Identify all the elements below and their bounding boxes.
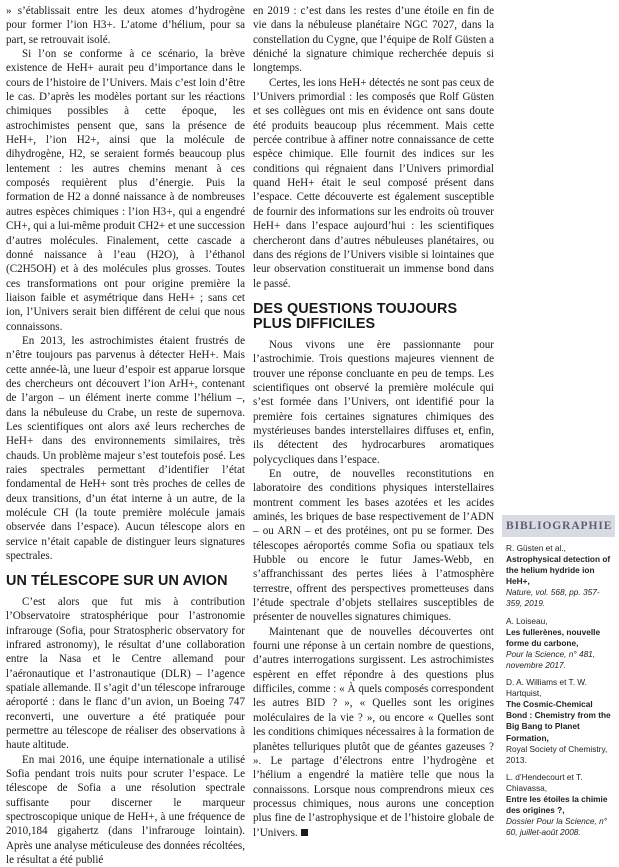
entry-authors: A. Loiseau, (506, 615, 548, 626)
paragraph: en 2019 : c’est dans les restes d’une étoile en fin de vie dans la nébuleuse planétaire NGC 7027, dans la constellation du Cygne, que l’équipe de Rolf Güsten a déniché la signature chimique recherchée depuis si longtemps. (253, 5, 494, 75)
end-of-article-mark (301, 829, 308, 836)
bibliography-entry (506, 772, 615, 839)
paragraph: Nous vivons une ère passionnante pour l’astrochimie. Trois questions majeures viennent de trouver une réponse concluante en peu de temps. Les scientifiques ont observé la première molécule qui s’est formée dans l’Univers, ont identifié pour la première fois certaines signatures chimiques des mystérieuses bandes interstellaires diffuses et, enfin, ils détectent des hydrocarbures aromatiques polycycliques dans l’espace. (253, 338, 494, 466)
entry-title: Entre les étoiles la chimie des origines ?, (506, 793, 608, 816)
paragraph: » s’établissait entre les deux atomes d’hydrogène pour former l’ion H3+. L’atome d’hélium, pour sa part, se retrouvait isolé. (6, 5, 245, 46)
entry-title: The Cosmic-Chemical Bond : Chemistry from the Big Bang to Planet Formation, (506, 699, 611, 743)
entry-source: Dossier Pour la Science, n° 60, juillet-août 2008. (506, 816, 608, 838)
bibliography-entry (506, 543, 615, 610)
paragraph: C’est alors que fut mis à contribution l’Observatoire stratosphérique pour l’astronomie infrarouge (Sofia, pour Stratospheric observatory for infrared astronomy), le résultat d’une collaboration entre la Nasa et le Centre allemand pour l’aéronautique et l’astronautique (DLR) – l’agence spatiale allemande. Il s’agit d’un télescope infrarouge aéroporté : dans le flanc d’un avion, un Boeing 747 reconverti, une ouverture a été pratiquée pour permettre au télescope de réaliser des observations à haute altitude. (6, 595, 245, 752)
entry-authors: D. A. Williams et T. W. Hartquist, (506, 677, 587, 699)
section-heading: UN TÉLESCOPE SUR UN AVION (6, 573, 228, 590)
bibliography-heading: BIBLIOGRAPHIE (502, 515, 615, 537)
paragraph: En 2013, les astrochimistes étaient frustrés de n’être toujours pas parvenus à détecter HeH+. Mais cette année-là, une lueur d’espoir est apparue lorsque des chercheurs ont découvert l’ion ArH+, contenant de l’argon – un élément inerte comme l’hélium –, dans la nébuleuse du Crabe, un reste de supernova. Les scientifiques ont alors axé leurs recherches de HeH+ dans des environnements similaires, très chauds. Un problème majeur s’est toutefois posé. Les raies spectrales permettant d’identifier l’état fondamental de HeH+ sont très proches de celles de deux transitions, d’un état interne à un autre, de la molécule CH (la toute première molécule jamais observée dans l’espace). Aucun télescope alors en service n’était capable de distinguer leurs signatures spectrales. (6, 334, 245, 563)
article-column-right (253, 4, 494, 840)
entry-title: Astrophysical detection of the helium hydride ion HeH+, (506, 554, 611, 587)
paragraph: En outre, de nouvelles reconstitutions en laboratoire des conditions physiques interstellaires montrent comment les bases azotées et les acides aminés, les briques de base respectivement de l’ADN – ou ARN – et des protéines, ont pu se former. Des télescopes aéroportés comme Sofia ou spatiaux tels Hubble ou encore le futur James-Webb, en s’affranchissant des pertes liées à l’atmosphère terrestre, offrent des perspectives prometteuses dans l’étude spectrale d’objets stellaires susceptibles de présenter de nouvelles signatures chimiques. (253, 467, 494, 624)
entry-source: Pour la Science, n° 481, novembre 2017. (506, 648, 596, 670)
paragraph: Certes, les ions HeH+ détectés ne sont pas ceux de l’Univers primordial : les composés que Rolf Güsten et ses collègues ont mis en évidence ont sans doute été produits beaucoup plus récemment. Mais cette percée contribue à affiner notre connaissance de cette espèce chimique. Elle fournit des indices sur les conditions qui régnaient dans l’Univers primordial quand HeH+ était le seul composé présent dans l’espace. Cette découverte est également susceptible de fournir des informations sur les endroits où trouver HeH+ dans l’espace aujourd’hui : les scientifiques chercheront dans d’autres nébuleuses planétaires, ou dans des régions de l’Univers visible si lointaines que leur observation constituerait un immense bond dans le passé. (253, 76, 494, 290)
paragraph-text: Maintenant que de nouvelles découvertes ont fourni une réponse à un certain nombre de questions, d’autres interrogations surgissent. Les astrochimistes espèrent en effet répondre à des questions plus difficiles, comme : « À quels composés correspondent les autres BID ? », « Quelles sont les origines moléculaires de la vie ? », ou encore « Quelles sont les conditions chimiques nécessaires à la formation de planètes telluriques plutôt que de géantes gazeuses ? ». Le partage d’électrons entre l’hydrogène et l’hélium a engendré la matière telle que nous la connaissons. Lorsque nous comprendrons mieux ces processus chimiques, nous aurons une conception plus fine de l’astrophysique et de l’histoire globale de l’Univers. (253, 625, 494, 839)
paragraph: En mai 2016, une équipe internationale a utilisé Sofia pendant trois nuits pour scruter l’espace. Le télescope de Sofia a une résolution spectrale suffisante pour discerner le marqueur spectroscopique unique de HeH+, à une fréquence de 2010,184 gigahertz (dans l’infrarouge lointain). Après une analyse méticuleuse des données récoltées, le résultat a été publié (6, 753, 245, 867)
bibliography-entry (506, 677, 615, 766)
paragraph (253, 625, 494, 840)
entry-authors: R. Güsten et al., (506, 543, 566, 553)
paragraph: Si l’on se conforme à ce scénario, la brève existence de HeH+ aurait peu d’importance dans le cours de l’histoire de l’Univers. Mais c’est loin d’être le cas. D’après les modèles portant sur les réactions chimiques possibles à cette époque, les astrochimistes pensent que, sans la présence de HeH+, l’ion H2+, ainsi que la molécule de dihydrogène, H2, se seraient formés beaucoup plus lentement : les autres chemins menant à ces composés requièrent plus d’énergie. Puis la formation de H2 a donné naissance à de nombreuses autres espèces chimiques : l’ion H3+, qui a engendré CH+, qui a lui-même produit CH2+ et une succession d’autres molécules. Finalement, cette cascade a donné naissance à l’eau (H2O), à l’éthanol (C2H5OH) et à des molécules plus grosses. Toutes ces transformations ont pour origine première la liaison faible et asymétrique dans HeH+ ; sans cet ion, l’Univers serait bien différent de celui que nous connaissons. (6, 48, 245, 333)
entry-source: Nature, vol. 568, pp. 357-359, 2019. (506, 587, 600, 609)
section-heading: DES QUESTIONS TOUJOURS PLUS DIFFICILES (253, 300, 458, 333)
bibliography-entry (506, 616, 615, 671)
entry-authors: L. d’Hendecourt et T. Chiavassa, (506, 771, 583, 793)
article-column-left (6, 4, 245, 867)
entry-title: Les fullerènes, nouvelle forme du carbone, (506, 626, 601, 648)
bibliography-sidebar (502, 515, 615, 838)
entry-source: Royal Society of Chemistry, 2013. (506, 743, 608, 765)
